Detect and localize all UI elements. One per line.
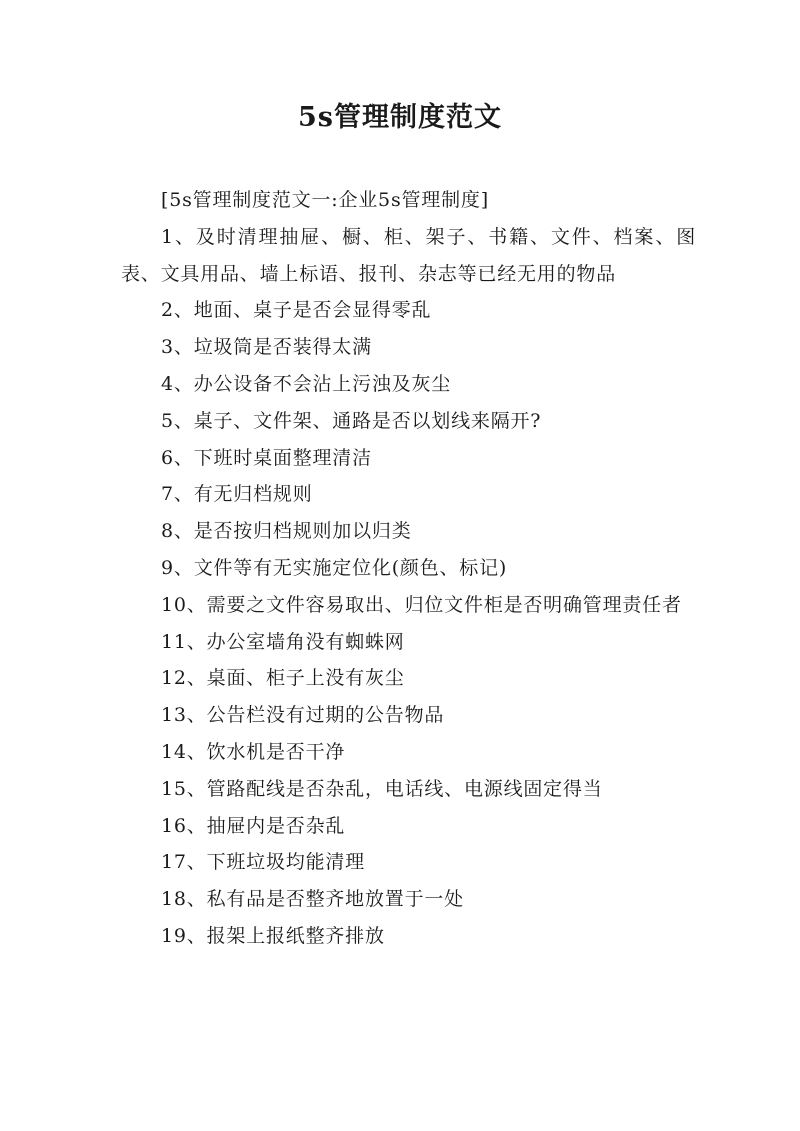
list-item: 18、私有品是否整齐地放置于一处 — [161, 888, 464, 911]
list-item: 10、需要之文件容易取出、归位文件柜是否明确管理责任者 — [161, 593, 682, 616]
document-title: 5s管理制度范文 — [298, 102, 502, 133]
list-item: 14、饮水机是否干净 — [161, 740, 346, 763]
list-item: 15、管路配线是否杂乱，电话线、电源线固定得当 — [161, 777, 603, 800]
section-heading: [5s管理制度范文一:企业5s管理制度] — [161, 189, 489, 211]
list-item: 2、地面、桌子是否会显得零乱 — [161, 299, 432, 322]
document-body — [121, 182, 696, 955]
list-item: 6、下班时桌面整理清洁 — [161, 446, 372, 469]
list-item: 16、抽屉内是否杂乱 — [161, 814, 346, 837]
list-item: 7、有无归档规则 — [161, 483, 313, 506]
list-item: 11、办公室墙角没有蜘蛛网 — [161, 630, 405, 653]
list-item: 12、桌面、柜子上没有灰尘 — [161, 667, 405, 690]
list-item: 13、公告栏没有过期的公告物品 — [161, 704, 445, 727]
list-item: 8、是否按归档规则加以归类 — [161, 520, 412, 543]
list-item: 3、垃圾筒是否装得太满 — [161, 336, 372, 359]
list-item: 19、报架上报纸整齐排放 — [161, 924, 385, 947]
list-item: 17、下班垃圾均能清理 — [161, 851, 365, 874]
list-item: 5、桌子、文件架、通路是否以划线来隔开? — [161, 409, 542, 432]
list-item: 9、文件等有无实施定位化(颜色、标记) — [161, 556, 508, 579]
list-item: 4、办公设备不会沾上污浊及灰尘 — [161, 372, 452, 395]
list-item: 1、及时清理抽屉、橱、柜、架子、书籍、文件、档案、图表、文具用品、墙上标语、报刊、杂志等已经无用的物品 — [121, 225, 696, 285]
